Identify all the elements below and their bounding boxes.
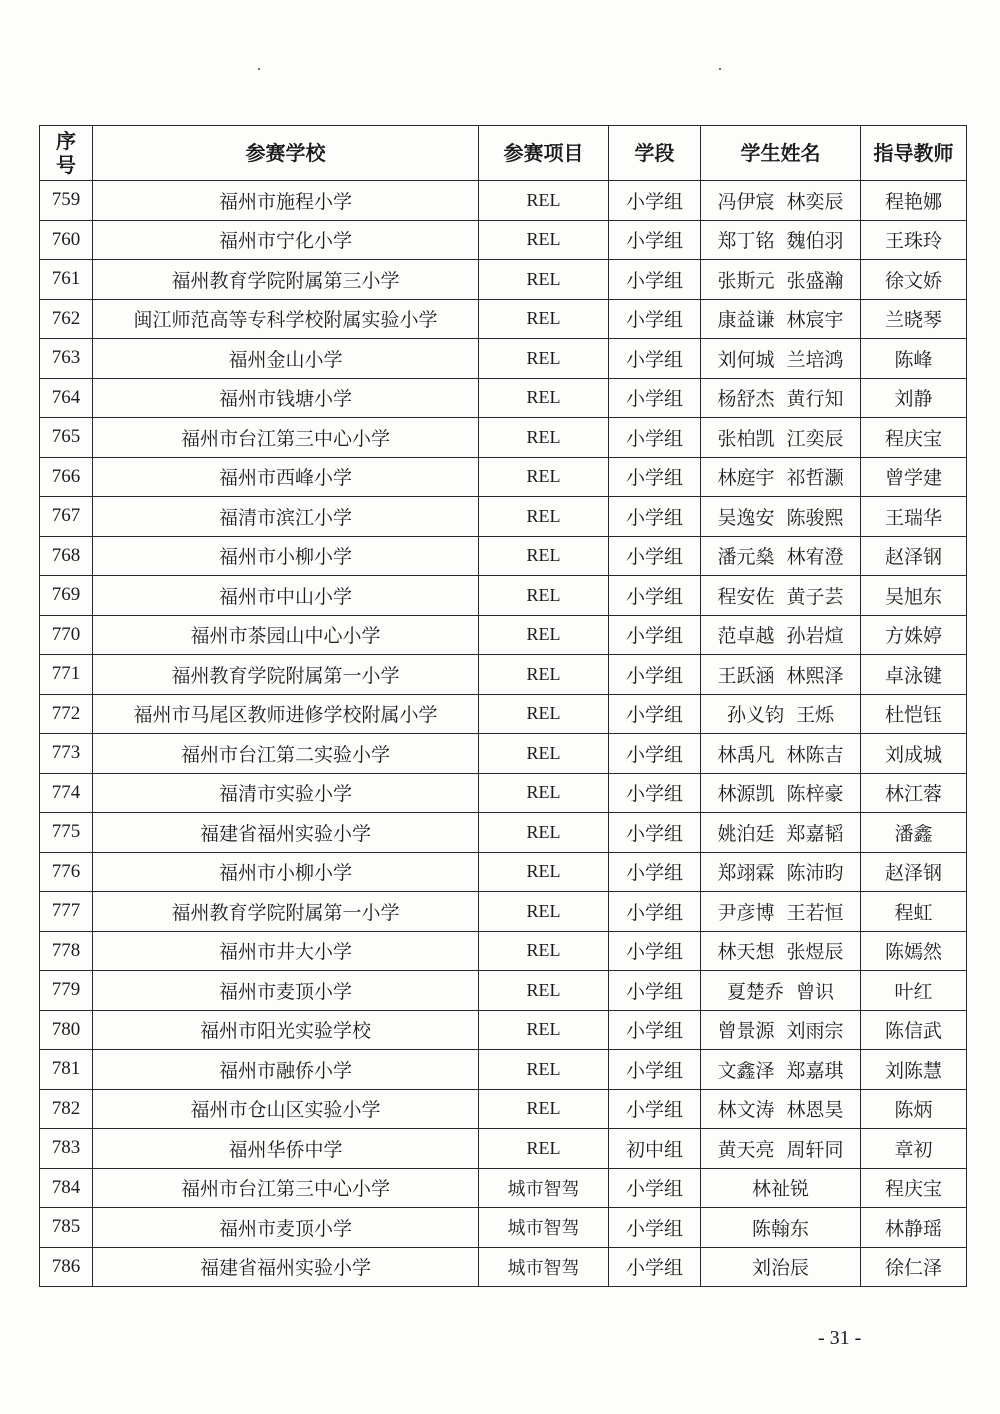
table-row: [40, 457, 967, 497]
table-row: [40, 694, 967, 734]
cell-no: 778: [40, 931, 93, 971]
cell-project: REL: [479, 931, 609, 971]
cell-students: 张柏凯 江奕辰: [701, 418, 861, 458]
cell-no: 768: [40, 536, 93, 576]
cell-students: 林天想 张煜辰: [701, 931, 861, 971]
table-row: [40, 734, 967, 774]
cell-project: REL: [479, 813, 609, 853]
cell-teacher: 卓泳键: [861, 655, 967, 695]
table-row: [40, 773, 967, 813]
cell-teacher: 方姝婷: [861, 615, 967, 655]
cell-students: 孙义钧 王烁: [701, 694, 861, 734]
table-row: [40, 576, 967, 616]
cell-no: 777: [40, 892, 93, 932]
table-row: [40, 892, 967, 932]
header-school: 参赛学校: [93, 126, 479, 181]
cell-school: 福建省福州实验小学: [93, 1247, 479, 1287]
cell-project: REL: [479, 536, 609, 576]
header-no: [40, 126, 93, 181]
cell-project: REL: [479, 1129, 609, 1169]
cell-students: 陈翰东: [701, 1208, 861, 1248]
cell-teacher: 林静瑶: [861, 1208, 967, 1248]
cell-teacher: 兰晓琴: [861, 299, 967, 339]
cell-school: 福州市台江第三中心小学: [93, 418, 479, 458]
cell-level: 小学组: [609, 773, 701, 813]
cell-teacher: 杜恺钰: [861, 694, 967, 734]
cell-project: REL: [479, 852, 609, 892]
table-row: [40, 931, 967, 971]
cell-level: 小学组: [609, 220, 701, 260]
table-row: [40, 1050, 967, 1090]
cell-school: 福州教育学院附属第一小学: [93, 655, 479, 695]
cell-teacher: 王瑞华: [861, 497, 967, 537]
header-students: 学生姓名: [701, 126, 861, 181]
cell-no: 764: [40, 378, 93, 418]
table-row: [40, 260, 967, 300]
cell-students: 林祉锐: [701, 1168, 861, 1208]
cell-teacher: 赵泽钢: [861, 852, 967, 892]
cell-teacher: 叶红: [861, 971, 967, 1011]
cell-project: 城市智驾: [479, 1247, 609, 1287]
header-no-top: 序: [56, 129, 76, 153]
cell-no: 785: [40, 1208, 93, 1248]
cell-level: 小学组: [609, 1089, 701, 1129]
cell-project: REL: [479, 1050, 609, 1090]
table-row: [40, 852, 967, 892]
cell-school: 福州市西峰小学: [93, 457, 479, 497]
cell-teacher: 赵泽钢: [861, 536, 967, 576]
cell-level: 小学组: [609, 497, 701, 537]
cell-school: 闽江师范高等专科学校附属实验小学: [93, 299, 479, 339]
cell-school: 福州市麦顶小学: [93, 971, 479, 1011]
cell-level: 小学组: [609, 1050, 701, 1090]
cell-level: 小学组: [609, 931, 701, 971]
cell-school: 福州教育学院附属第三小学: [93, 260, 479, 300]
cell-level: 小学组: [609, 1208, 701, 1248]
cell-school: 福州金山小学: [93, 339, 479, 379]
cell-no: 762: [40, 299, 93, 339]
header-no-bottom: 号: [56, 153, 76, 177]
cell-teacher: 刘陈慧: [861, 1050, 967, 1090]
table-row: [40, 1089, 967, 1129]
cell-level: 小学组: [609, 1168, 701, 1208]
cell-students: 刘治辰: [701, 1247, 861, 1287]
cell-no: 779: [40, 971, 93, 1011]
cell-project: REL: [479, 694, 609, 734]
cell-project: 城市智驾: [479, 1208, 609, 1248]
cell-school: 福州华侨中学: [93, 1129, 479, 1169]
cell-students: 姚泊廷 郑嘉韬: [701, 813, 861, 853]
cell-teacher: 吴旭东: [861, 576, 967, 616]
cell-project: REL: [479, 1089, 609, 1129]
cell-teacher: 林江蓉: [861, 773, 967, 813]
cell-school: 福州市阳光实验学校: [93, 1010, 479, 1050]
cell-students: 林庭宇 祁哲灏: [701, 457, 861, 497]
cell-school: 福州市宁化小学: [93, 220, 479, 260]
cell-no: 767: [40, 497, 93, 537]
cell-teacher: 程庆宝: [861, 418, 967, 458]
cell-project: REL: [479, 299, 609, 339]
table-row: [40, 1247, 967, 1287]
table-row: [40, 1168, 967, 1208]
cell-teacher: 陈峰: [861, 339, 967, 379]
table-row: [40, 813, 967, 853]
cell-no: 763: [40, 339, 93, 379]
table-row: [40, 1208, 967, 1248]
scan-speck-left: [258, 68, 260, 70]
cell-school: 福州市小柳小学: [93, 852, 479, 892]
cell-students: 夏楚乔 曾识: [701, 971, 861, 1011]
header-project: 参赛项目: [479, 126, 609, 181]
cell-no: 772: [40, 694, 93, 734]
cell-school: 福州市麦顶小学: [93, 1208, 479, 1248]
cell-teacher: 程艳娜: [861, 181, 967, 221]
cell-school: 福州市施程小学: [93, 181, 479, 221]
cell-school: 福清市实验小学: [93, 773, 479, 813]
cell-no: 759: [40, 181, 93, 221]
cell-project: REL: [479, 971, 609, 1011]
cell-school: 福州市台江第三中心小学: [93, 1168, 479, 1208]
cell-school: 福州教育学院附属第一小学: [93, 892, 479, 932]
cell-project: REL: [479, 457, 609, 497]
cell-teacher: 陈信武: [861, 1010, 967, 1050]
header-teacher: 指导教师: [861, 126, 967, 181]
cell-no: 783: [40, 1129, 93, 1169]
cell-students: 吴逸安 陈骏熙: [701, 497, 861, 537]
cell-project: REL: [479, 378, 609, 418]
cell-teacher: 刘静: [861, 378, 967, 418]
table-row: [40, 971, 967, 1011]
cell-teacher: 程庆宝: [861, 1168, 967, 1208]
cell-teacher: 程虹: [861, 892, 967, 932]
cell-no: 761: [40, 260, 93, 300]
cell-school: 福州市井大小学: [93, 931, 479, 971]
cell-level: 小学组: [609, 655, 701, 695]
cell-students: 黄天亮 周轩同: [701, 1129, 861, 1169]
cell-teacher: 章初: [861, 1129, 967, 1169]
cell-project: 城市智驾: [479, 1168, 609, 1208]
cell-no: 765: [40, 418, 93, 458]
cell-no: 781: [40, 1050, 93, 1090]
cell-project: REL: [479, 181, 609, 221]
cell-students: 张斯元 张盛瀚: [701, 260, 861, 300]
cell-level: 小学组: [609, 694, 701, 734]
cell-teacher: 陈嫣然: [861, 931, 967, 971]
cell-students: 文鑫泽 郑嘉琪: [701, 1050, 861, 1090]
cell-students: 王跃涵 林熙泽: [701, 655, 861, 695]
header-row: [40, 126, 967, 181]
cell-project: REL: [479, 576, 609, 616]
cell-no: 771: [40, 655, 93, 695]
cell-level: 小学组: [609, 339, 701, 379]
cell-students: 冯伊宸 林奕辰: [701, 181, 861, 221]
cell-project: REL: [479, 655, 609, 695]
table-row: [40, 655, 967, 695]
cell-project: REL: [479, 892, 609, 932]
cell-school: 福州市中山小学: [93, 576, 479, 616]
cell-teacher: 陈炳: [861, 1089, 967, 1129]
cell-project: REL: [479, 1010, 609, 1050]
cell-level: 小学组: [609, 576, 701, 616]
header-level: 学段: [609, 126, 701, 181]
cell-level: 小学组: [609, 734, 701, 774]
competition-roster-table: [39, 125, 967, 1287]
cell-no: 782: [40, 1089, 93, 1129]
cell-school: 福州市钱塘小学: [93, 378, 479, 418]
table-row: [40, 615, 967, 655]
cell-students: 程安佐 黄子芸: [701, 576, 861, 616]
cell-teacher: 潘鑫: [861, 813, 967, 853]
cell-students: 郑翊霖 陈沛昀: [701, 852, 861, 892]
cell-students: 康益谦 林宸宇: [701, 299, 861, 339]
cell-students: 潘元燊 林宥澄: [701, 536, 861, 576]
cell-level: 小学组: [609, 615, 701, 655]
cell-students: 杨舒杰 黄行知: [701, 378, 861, 418]
roster-body: [40, 181, 967, 1287]
page-number: - 31 -: [818, 1327, 862, 1349]
cell-level: 小学组: [609, 852, 701, 892]
cell-school: 福州市小柳小学: [93, 536, 479, 576]
cell-students: 曾景源 刘雨宗: [701, 1010, 861, 1050]
cell-school: 福建省福州实验小学: [93, 813, 479, 853]
table-row: [40, 181, 967, 221]
cell-level: 小学组: [609, 1010, 701, 1050]
cell-no: 773: [40, 734, 93, 774]
cell-students: 林文涛 林恩昊: [701, 1089, 861, 1129]
cell-no: 784: [40, 1168, 93, 1208]
cell-no: 780: [40, 1010, 93, 1050]
cell-school: 福州市茶园山中心小学: [93, 615, 479, 655]
cell-teacher: 王珠玲: [861, 220, 967, 260]
cell-no: 766: [40, 457, 93, 497]
cell-students: 林禹凡 林陈吉: [701, 734, 861, 774]
table-row: [40, 536, 967, 576]
cell-school: 福清市滨江小学: [93, 497, 479, 537]
scan-speck-right: [719, 68, 721, 70]
cell-level: 小学组: [609, 971, 701, 1011]
cell-no: 770: [40, 615, 93, 655]
cell-project: REL: [479, 418, 609, 458]
cell-students: 尹彦博 王若恒: [701, 892, 861, 932]
table-row: [40, 497, 967, 537]
cell-level: 初中组: [609, 1129, 701, 1169]
cell-school: 福州市马尾区教师进修学校附属小学: [93, 694, 479, 734]
cell-students: 林源凯 陈梓豪: [701, 773, 861, 813]
cell-no: 774: [40, 773, 93, 813]
table-row: [40, 339, 967, 379]
cell-level: 小学组: [609, 418, 701, 458]
cell-no: 760: [40, 220, 93, 260]
cell-level: 小学组: [609, 181, 701, 221]
cell-project: REL: [479, 260, 609, 300]
cell-project: REL: [479, 220, 609, 260]
cell-level: 小学组: [609, 299, 701, 339]
cell-level: 小学组: [609, 457, 701, 497]
cell-students: 范卓越 孙岩煊: [701, 615, 861, 655]
cell-level: 小学组: [609, 378, 701, 418]
cell-school: 福州市融侨小学: [93, 1050, 479, 1090]
cell-students: 郑丁铭 魏伯羽: [701, 220, 861, 260]
table-row: [40, 220, 967, 260]
cell-no: 786: [40, 1247, 93, 1287]
cell-teacher: 曾学建: [861, 457, 967, 497]
table-row: [40, 299, 967, 339]
cell-project: REL: [479, 773, 609, 813]
cell-project: REL: [479, 734, 609, 774]
table-row: [40, 1129, 967, 1169]
cell-teacher: 徐仁泽: [861, 1247, 967, 1287]
table-row: [40, 378, 967, 418]
cell-no: 776: [40, 852, 93, 892]
cell-teacher: 徐文娇: [861, 260, 967, 300]
cell-students: 刘何城 兰培鸿: [701, 339, 861, 379]
cell-level: 小学组: [609, 260, 701, 300]
cell-project: REL: [479, 497, 609, 537]
cell-no: 769: [40, 576, 93, 616]
cell-school: 福州市仓山区实验小学: [93, 1089, 479, 1129]
cell-level: 小学组: [609, 813, 701, 853]
cell-level: 小学组: [609, 1247, 701, 1287]
table-row: [40, 418, 967, 458]
cell-project: REL: [479, 615, 609, 655]
cell-school: 福州市台江第二实验小学: [93, 734, 479, 774]
table-row: [40, 1010, 967, 1050]
cell-level: 小学组: [609, 892, 701, 932]
cell-project: REL: [479, 339, 609, 379]
cell-level: 小学组: [609, 536, 701, 576]
cell-no: 775: [40, 813, 93, 853]
cell-teacher: 刘成城: [861, 734, 967, 774]
